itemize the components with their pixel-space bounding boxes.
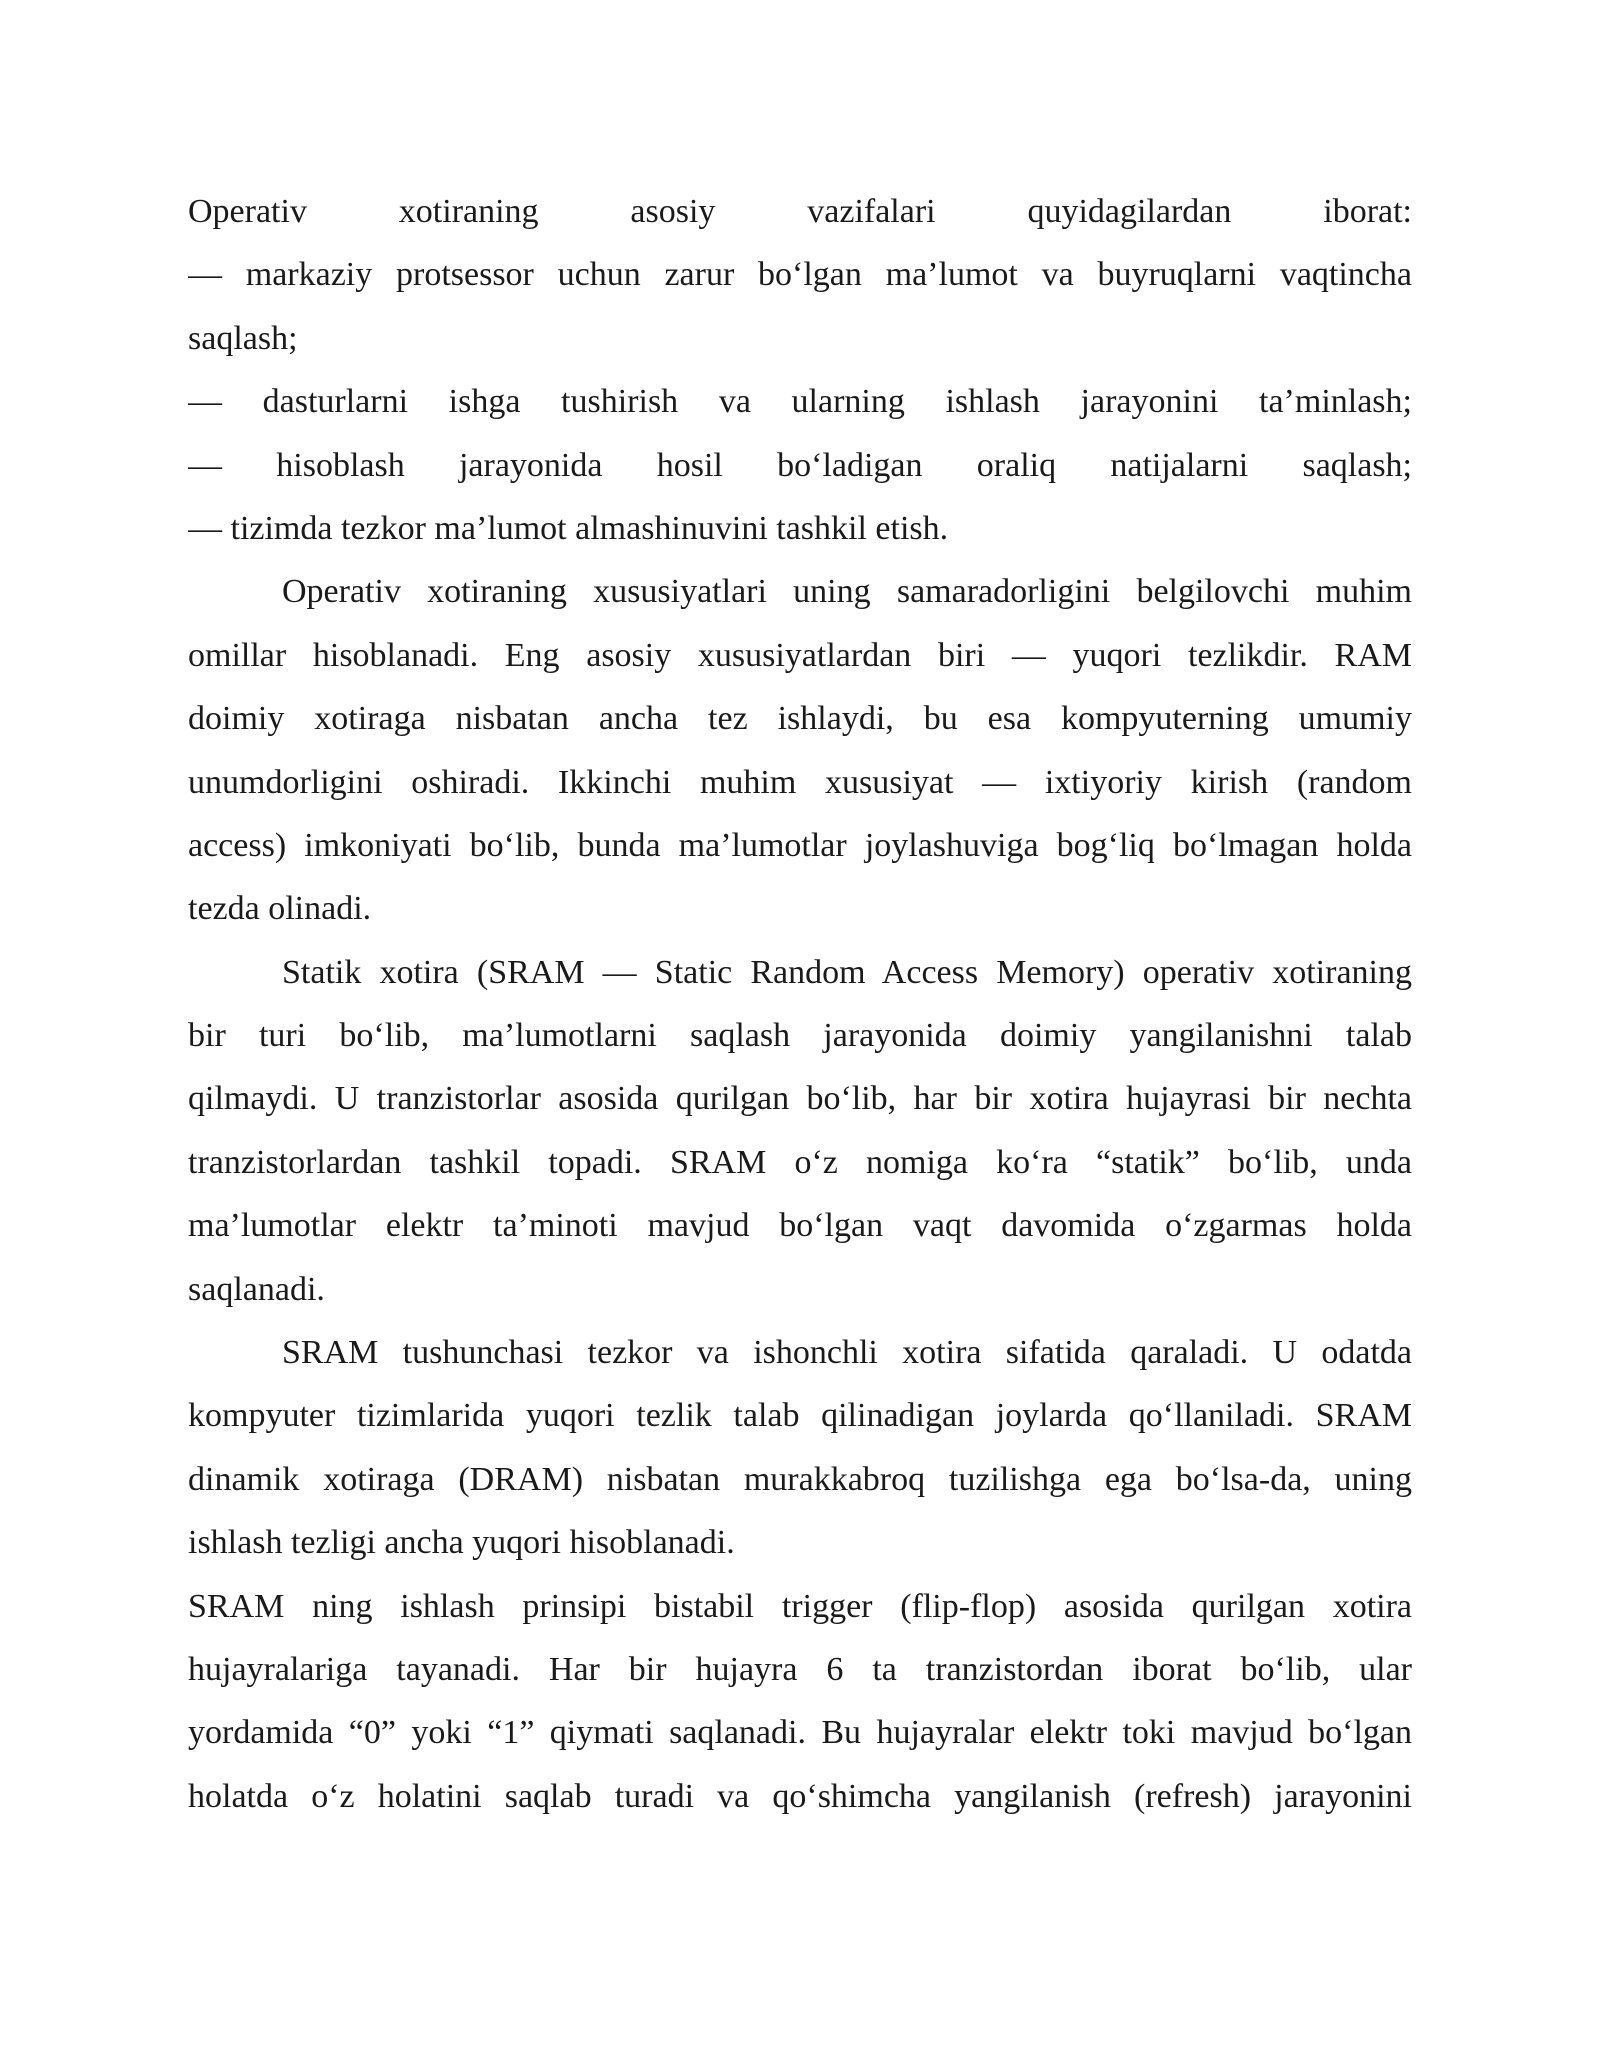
text-line: dinamik xotiraga (DRAM) nisbatan murakkabroq tuzilishga ega bo‘lsa-da, uning bbox=[188, 1460, 1412, 1498]
text-line: — dasturlarni ishga tushirish va ularning ishlash jarayonini ta’minlash; bbox=[188, 383, 1412, 421]
text-line: — tizimda tezkor ma’lumot almashinuvini tashkil etish. bbox=[188, 509, 949, 547]
text-line: Operativ xotiraning xususiyatlari uning samaradorligini belgilovchi muhim bbox=[282, 573, 1412, 611]
document-page bbox=[188, 180, 1412, 1828]
text-line: SRAM tushunchasi tezkor va ishonchli xotira sifatida qaraladi. U odatda bbox=[282, 1334, 1412, 1372]
text-line: qilmaydi. U tranzistorlar asosida qurilgan bo‘lib, har bir xotira hujayrasi bir nechta bbox=[188, 1080, 1412, 1118]
text-line: yordamida “0” yoki “1” qiymati saqlanadi. Bu hujayralar elektr toki mavjud bo‘lgan bbox=[188, 1714, 1412, 1752]
text-line: saqlanadi. bbox=[188, 1270, 325, 1308]
text-line: omillar hisoblanadi. Eng asosiy xususiyatlardan biri — yuqori tezlikdir. RAM bbox=[188, 636, 1412, 674]
text-line: access) imkoniyati bo‘lib, bunda ma’lumotlar joylashuviga bog‘liq bo‘lmagan holda bbox=[188, 826, 1412, 864]
text-line: hujayralariga tayanadi. Har bir hujayra 6 ta tranzistordan iborat bo‘lib, ular bbox=[188, 1650, 1412, 1688]
text-line: kompyuter tizimlarida yuqori tezlik talab qilinadigan joylarda qo‘llaniladi. SRAM bbox=[188, 1397, 1412, 1435]
text-line: tranzistorlardan tashkil topadi. SRAM o‘z nomiga ko‘ra “statik” bo‘lib, unda bbox=[188, 1143, 1412, 1181]
text-line: doimiy xotiraga nisbatan ancha tez ishlaydi, bu esa kompyuterning umumiy bbox=[188, 700, 1412, 738]
text-line: ma’lumotlar elektr ta’minoti mavjud bo‘lgan vaqt davomida o‘zgarmas holda bbox=[188, 1207, 1412, 1245]
text-line: ishlash tezligi ancha yuqori hisoblanadi. bbox=[188, 1524, 735, 1562]
text-line: bir turi bo‘lib, ma’lumotlarni saqlash jarayonida doimiy yangilanishni talab bbox=[188, 1017, 1412, 1055]
text-line: — hisoblash jarayonida hosil bo‘ladigan oraliq natijalarni saqlash; bbox=[188, 446, 1412, 484]
text-line: tezda olinadi. bbox=[188, 890, 372, 928]
text-line: unumdorligini oshiradi. Ikkinchi muhim xususiyat — ixtiyoriy kirish (random bbox=[188, 763, 1412, 801]
text-line: Statik xotira (SRAM — Static Random Access Memory) operativ xotiraning bbox=[282, 953, 1412, 991]
text-line: holatda o‘z holatini saqlab turadi va qo‘shimcha yangilanish (refresh) jarayonini bbox=[188, 1777, 1412, 1815]
text-line: saqlash; bbox=[188, 319, 298, 357]
text-line: Operativ xotiraning asosiy vazifalari quyidagilardan iborat: bbox=[188, 193, 1412, 230]
text-line: — markaziy protsessor uchun zarur bo‘lgan ma’lumot va buyruqlarni vaqtincha bbox=[188, 256, 1412, 294]
text-line: SRAM ning ishlash prinsipi bistabil trigger (flip-flop) asosida qurilgan xotira bbox=[188, 1587, 1412, 1625]
